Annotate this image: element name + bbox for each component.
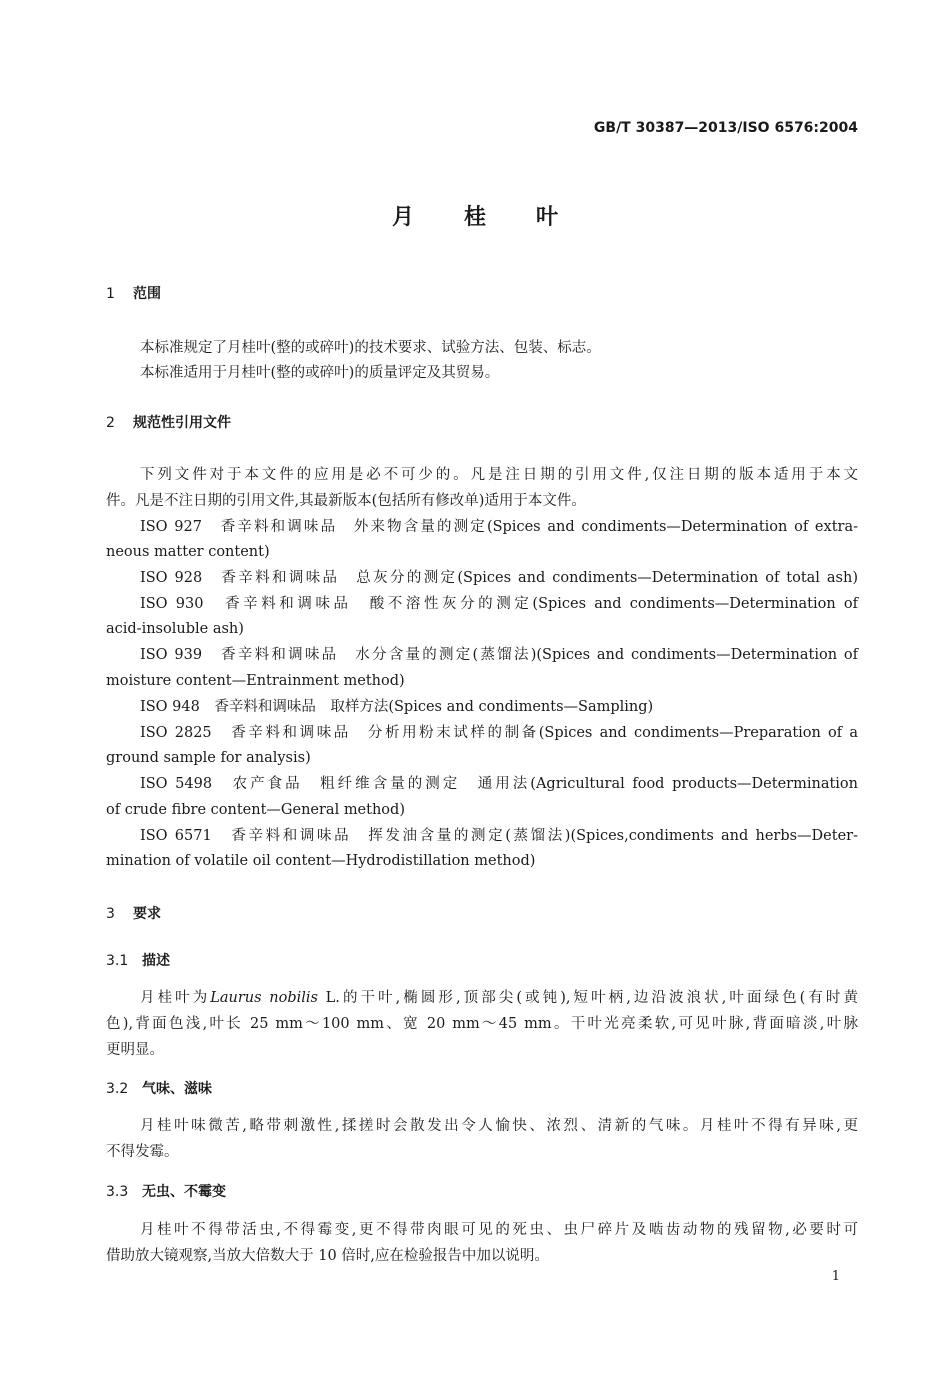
standard-code: GB/T 30387—2013/ISO 6576:2004	[593, 120, 858, 136]
paragraph-line: 本标准规定了月桂叶(整的或碎叶)的技术要求、试验方法、包装、标志。	[140, 340, 601, 356]
paragraph-line: 本标准适用于月桂叶(整的或碎叶)的质量评定及其贸易。	[140, 365, 500, 381]
species-name: Laurus nobilis	[210, 990, 318, 1006]
section-title: 要求	[133, 906, 161, 922]
text: L.的干叶,椭圆形,顶部尖(或钝),短叶柄,边沿波浪状,叶面绿色(有时黄	[317, 990, 858, 1006]
reference-line: acid-insoluble ash)	[106, 621, 244, 637]
paragraph-line: 月桂叶不得带活虫,不得霉变,更不得带肉眼可见的死虫、虫尸碎片及啮齿动物的残留物,必要时可	[140, 1222, 858, 1238]
reference-line: ISO 930 香辛料和调味品 酸不溶性灰分的测定(Spices and condiments—Determination of	[140, 596, 858, 612]
reference-line: ground sample for analysis)	[106, 750, 311, 766]
section-title: 气味、滋味	[142, 1081, 212, 1097]
section-3-1-heading	[106, 951, 170, 971]
section-title: 描述	[142, 953, 170, 969]
paragraph-line: 件。凡是不注日期的引用文件,其最新版本(包括所有修改单)适用于本文件。	[106, 493, 586, 509]
section-number: 3.1	[106, 953, 129, 969]
section-3-3-heading	[106, 1182, 226, 1202]
section-number: 3.2	[106, 1081, 129, 1097]
paragraph-line: 月桂叶味微苦,略带刺激性,揉搓时会散发出令人愉快、浓烈、清新的气味。月桂叶不得有异味,更	[140, 1118, 858, 1134]
paragraph-line: 借助放大镜观察,当放大倍数大于 10 倍时,应在检验报告中加以说明。	[106, 1248, 549, 1264]
reference-line: mination of volatile oil content—Hydrodistillation method)	[106, 853, 536, 869]
section-2-heading	[106, 413, 231, 433]
reference-line: ISO 927 香辛料和调味品 外来物含量的测定(Spices and condiments—Determination of extra-	[140, 519, 858, 535]
paragraph-line: 色),背面色浅,叶长 25 mm～100 mm、宽 20 mm～45 mm。干叶光亮柔软,可见叶脉,背面暗淡,叶脉	[106, 1016, 858, 1032]
reference-line: moisture content—Entrainment method)	[106, 673, 405, 689]
section-number: 2	[106, 415, 115, 431]
page-title: 月桂叶	[391, 205, 608, 230]
section-title: 范围	[133, 286, 161, 302]
paragraph-line: 更明显。	[106, 1042, 164, 1058]
section-title: 规范性引用文件	[133, 415, 231, 431]
reference-line: ISO 2825 香辛料和调味品 分析用粉末试样的制备(Spices and condiments—Preparation of a	[140, 725, 858, 741]
section-3-heading	[106, 904, 161, 924]
section-number: 3	[106, 906, 115, 922]
text: 月桂叶为	[140, 990, 211, 1006]
page-number: 1	[831, 1269, 840, 1284]
reference-line: ISO 928 香辛料和调味品 总灰分的测定(Spices and condiments—Determination of total ash)	[140, 570, 858, 586]
section-title: 无虫、不霉变	[142, 1184, 226, 1200]
reference-line: of crude fibre content—General method)	[106, 802, 405, 818]
paragraph-line: 下列文件对于本文件的应用是必不可少的。凡是注日期的引用文件,仅注日期的版本适用于本文	[140, 467, 858, 483]
reference-line: ISO 6571 香辛料和调味品 挥发油含量的测定(蒸馏法)(Spices,condiments and herbs—Deter-	[140, 828, 858, 844]
section-number: 1	[106, 286, 115, 302]
section-3-2-heading	[106, 1079, 212, 1099]
reference-line: ISO 948 香辛料和调味品 取样方法(Spices and condiments—Sampling)	[140, 699, 654, 715]
reference-line: ISO 939 香辛料和调味品 水分含量的测定(蒸馏法)(Spices and condiments—Determination of	[140, 647, 858, 663]
section-1-heading	[106, 284, 161, 304]
paragraph-line: 不得发霉。	[106, 1144, 179, 1160]
reference-line: neous matter content)	[106, 544, 270, 560]
section-number: 3.3	[106, 1184, 129, 1200]
reference-line: ISO 5498 农产食品 粗纤维含量的测定 通用法(Agricultural food products—Determination	[140, 776, 858, 792]
paragraph-line	[140, 988, 858, 1008]
